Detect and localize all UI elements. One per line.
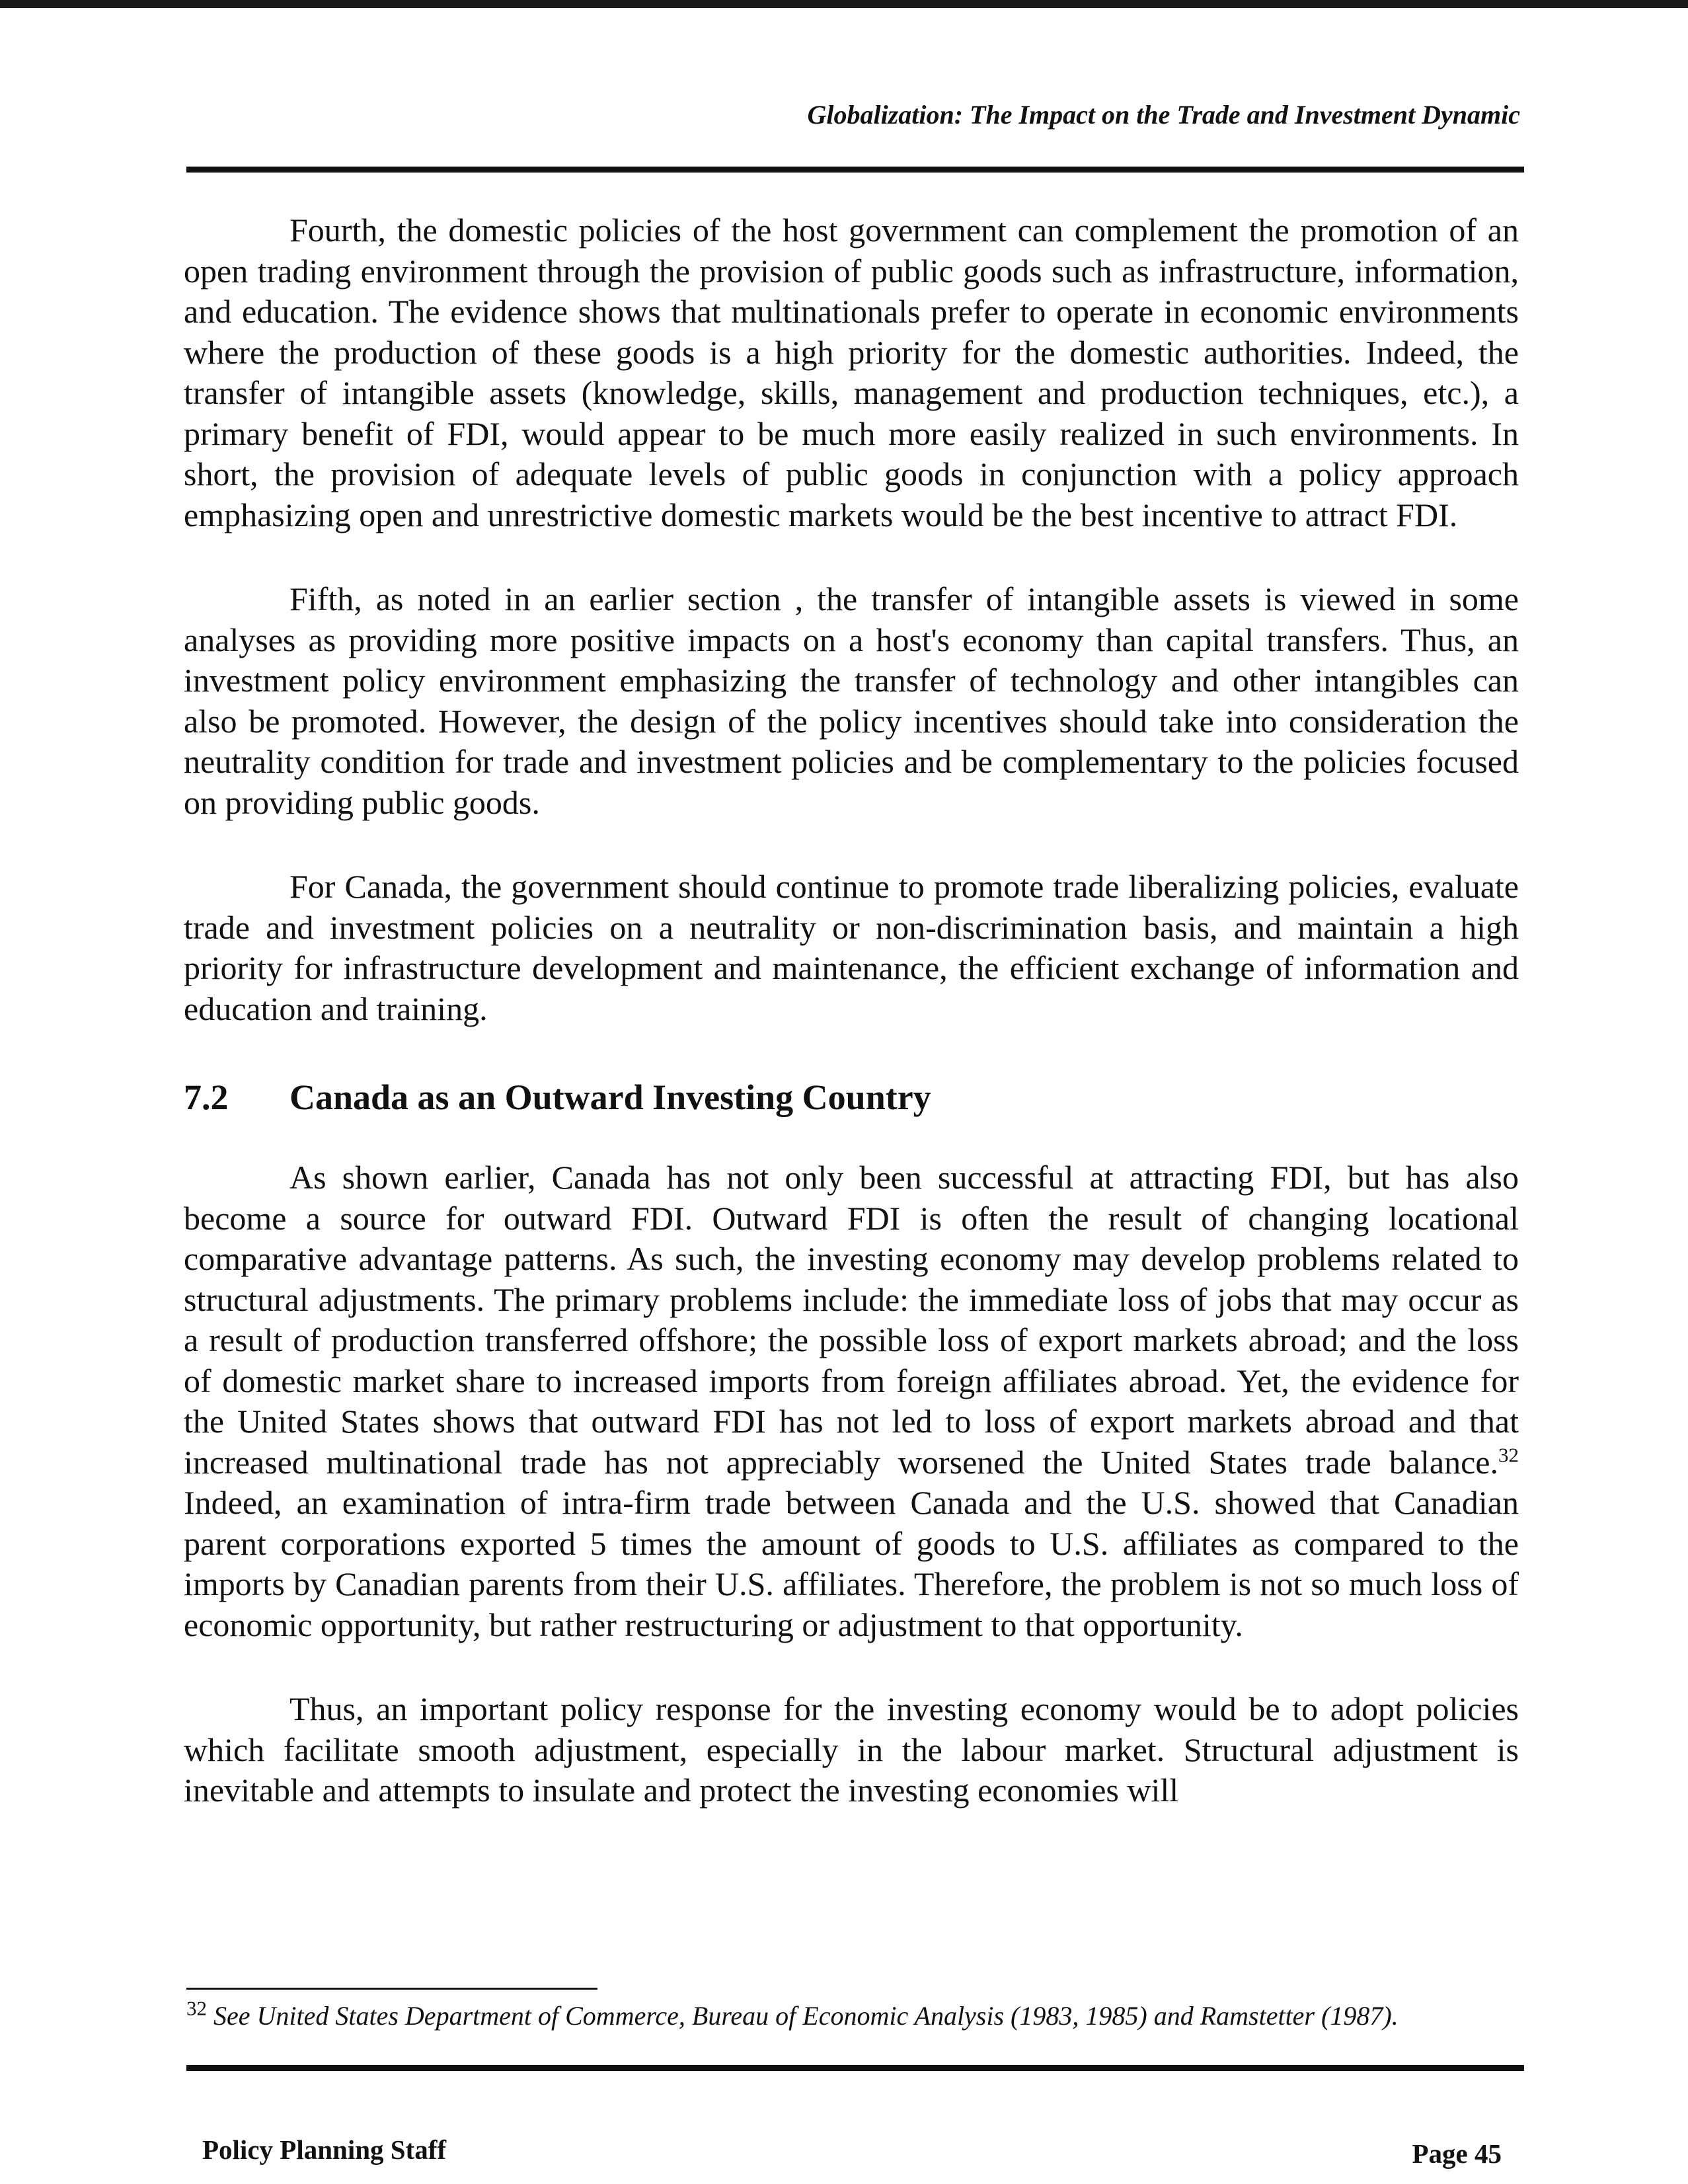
footnote-reference[interactable]: 32 — [1498, 1442, 1519, 1466]
section-title: Canada as an Outward Investing Country — [289, 1077, 931, 1117]
paragraph-canada: For Canada, the government should continue to promote trade liberalizing policies, evaluate trade and investment policies on a neutrality or non-discrimination basis, and maintain a high priority for infrastructure development and maintenance, the efficient exchange of information and education and training. — [184, 868, 1519, 1027]
scan-top-edge — [0, 0, 1688, 8]
footnote-text: See United States Department of Commerce, Bureau of Economic Analysis (1983, 1985) and Ramstetter (1987). — [207, 2001, 1399, 2031]
footer-organization: Policy Planning Staff — [202, 2134, 447, 2165]
header-rule — [186, 167, 1524, 173]
paragraph-fourth: Fourth, the domestic policies of the host government can complement the promotion of an open trading environment through the provision of public goods such as infrastructure, information, and education. The evidence shows that multinationals prefer to operate in economic environments where the production of these goods is a high priority for the domestic authorities. Indeed, the transfer of intangible assets (knowledge, skills, management and production techniques, etc.), a primary benefit of FDI, would appear to be much more easily realized in such environments. In short, the provision of adequate levels of public goods in conjunction with a policy approach emphasizing open and unrestrictive domestic markets would be the best incentive to attract FDI. — [184, 212, 1519, 533]
outward-investment-text-before-note: As shown earlier, Canada has not only been successful at attracting FDI, but has also become a source for outward FDI. Outward FDI is often the result of changing locational comparative advantage patterns. As such, the investing economy may develop problems related to structural adjustments. The primary problems include: the immediate loss of jobs that may occur as a result of production transferred offshore; the possible loss of export markets abroad; and the loss of domestic market share to increased imports from foreign affiliates abroad. Yet, the evidence for the United States shows that outward FDI has not led to loss of export markets abroad and that increased multinational trade has not appreciably worsened the United States trade balance. — [184, 1159, 1519, 1481]
footer-rule — [186, 2065, 1524, 2071]
document-body — [184, 210, 1519, 1855]
section-number: 7.2 — [184, 1077, 229, 1117]
footnote-rule — [186, 1988, 597, 1990]
page-number: Page 45 — [1412, 2138, 1502, 2169]
paragraph-outward-investment — [184, 1157, 1519, 1645]
outward-investment-text-after-note: Indeed, an examination of intra-firm trade between Canada and the U.S. showed that Canadian parent corporations exported 5 times the amount of goods to U.S. affiliates as compared to the imports by Canadian parents from their U.S. affiliates. Therefore, the problem is not so much loss of economic opportunity, but rather restructuring or adjustment to that opportunity. — [184, 1484, 1519, 1643]
running-header: Globalization: The Impact on the Trade and Investment Dynamic — [807, 100, 1520, 130]
footnote — [186, 1996, 1528, 2033]
section-heading — [184, 1074, 1519, 1120]
paragraph-fifth: Fifth, as noted in an earlier section , the transfer of intangible assets is viewed in some analyses as providing more positive impacts on a host's economy than capital transfers. Thus, an investment policy environment emphasizing the transfer of technology and other intangibles can also be promoted. However, the design of the policy incentives should take into consideration the neutrality condition for trade and investment policies and be complementary to the policies focused on providing public goods. — [184, 580, 1519, 821]
footnote-number: 32 — [186, 1996, 207, 2020]
paragraph-adjustment: Thus, an important policy response for the investing economy would be to adopt policies which facilitate smooth adjustment, especially in the labour market. Structural adjustment is inevitable and attempts to insulate and protect the investing economies will — [184, 1690, 1519, 1809]
